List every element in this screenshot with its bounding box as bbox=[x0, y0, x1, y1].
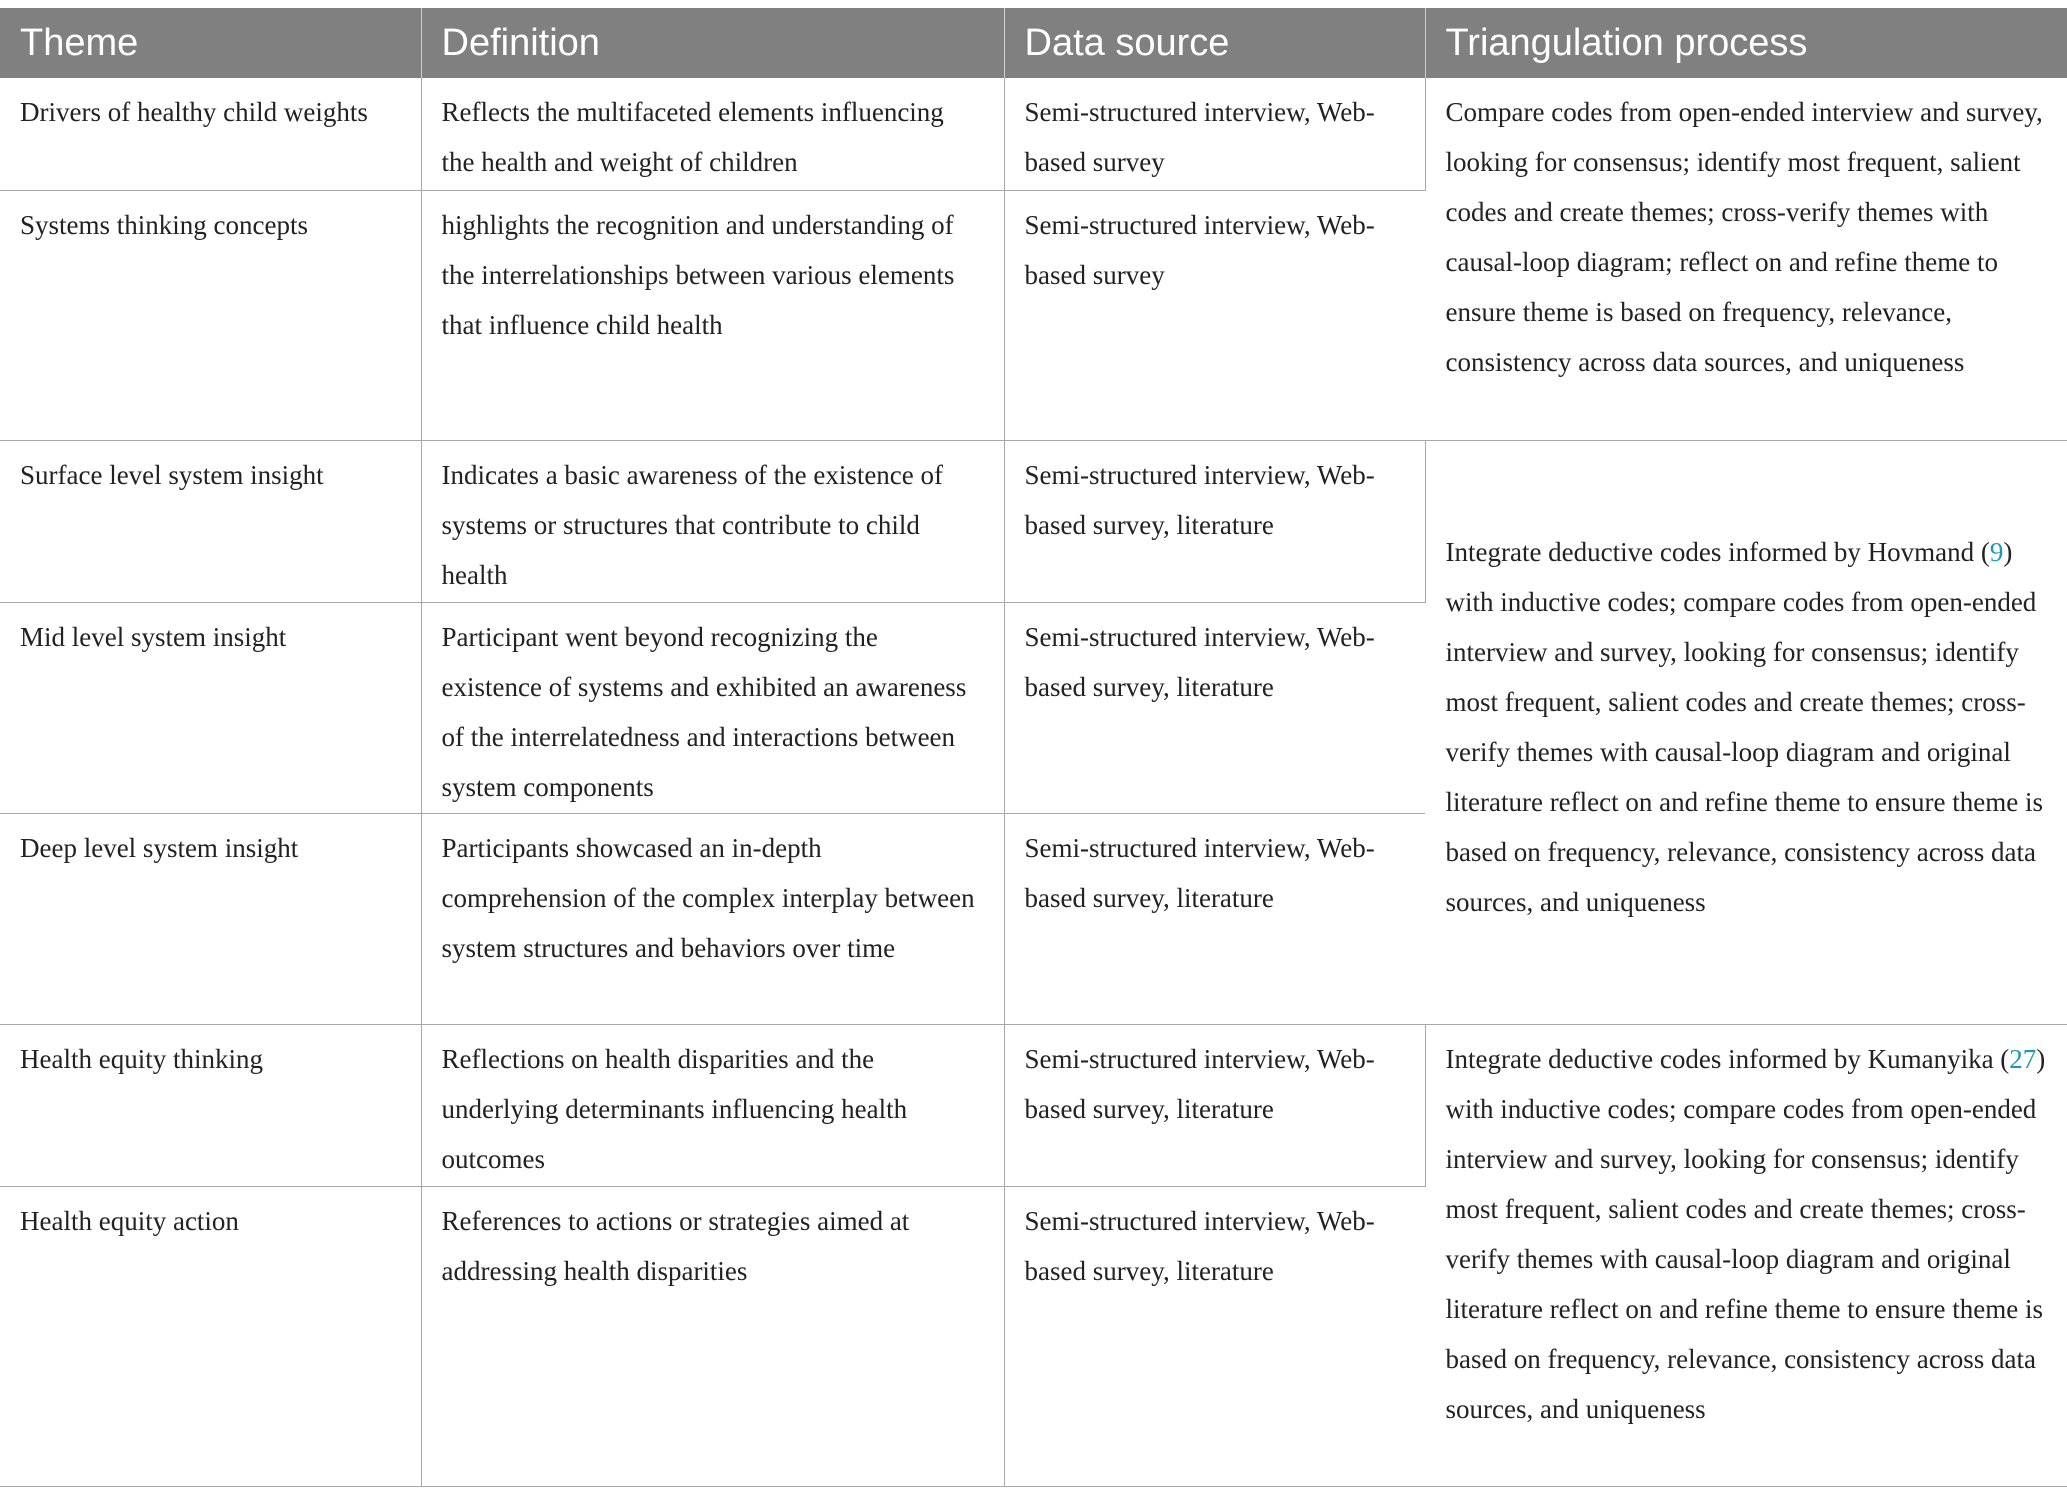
triangulation-text: Integrate deductive codes informed by Hovmand ( bbox=[1445, 536, 1990, 567]
data-source-cell: Semi-structured interview, Web-based survey, literature bbox=[1004, 440, 1425, 602]
data-source-cell: Semi-structured interview, Web-based survey, literature bbox=[1004, 1024, 1425, 1186]
table-row bbox=[0, 78, 2067, 190]
reference-link[interactable]: 9 bbox=[1989, 536, 2004, 567]
definition-cell: highlights the recognition and understanding of the interrelationships between various elements that influence child health bbox=[421, 190, 1004, 440]
header-definition: Definition bbox=[421, 8, 1004, 78]
header-row bbox=[0, 8, 2067, 78]
reference-link[interactable]: 27 bbox=[2009, 1043, 2037, 1074]
definition-cell: Participant went beyond recognizing the existence of systems and exhibited an awareness of the interrelatedness and interactions between system components bbox=[421, 602, 1004, 813]
theme-cell: Systems thinking concepts bbox=[0, 190, 421, 440]
header-data-source: Data source bbox=[1004, 8, 1425, 78]
data-source-cell: Semi-structured interview, Web-based survey, literature bbox=[1004, 813, 1425, 1024]
triangulation-text: Integrate deductive codes informed by Kumanyika ( bbox=[1445, 1043, 2010, 1074]
header-theme: Theme bbox=[0, 8, 421, 78]
definition-cell: Reflects the multifaceted elements influencing the health and weight of children bbox=[421, 78, 1004, 190]
theme-cell: Deep level system insight bbox=[0, 813, 421, 1024]
theme-cell: Mid level system insight bbox=[0, 602, 421, 813]
triangulation-text: ) with inductive codes; compare codes from open-ended interview and survey, looking for consensus; identify most frequent, salient codes and create themes; cross-verify themes with causal-loop diagram and original literature reflect on and refine theme to ensure theme is based on frequency, relevance, consistency across data sources, and uniqueness bbox=[1445, 1043, 2046, 1424]
definition-cell: References to actions or strategies aimed at addressing health disparities bbox=[421, 1186, 1004, 1486]
triangulation-cell bbox=[1425, 440, 2067, 1024]
data-source-cell: Semi-structured interview, Web-based survey bbox=[1004, 190, 1425, 440]
triangulation-text: ) with inductive codes; compare codes from open-ended interview and survey, looking for consensus; identify most frequent, salient codes and create themes; cross-verify themes with causal-loop diagram and original literature reflect on and refine theme to ensure theme is based on frequency, relevance, consistency across data sources, and uniqueness bbox=[1445, 536, 2043, 917]
definition-cell: Indicates a basic awareness of the existence of systems or structures that contribute to child health bbox=[421, 440, 1004, 602]
triangulation-cell bbox=[1425, 1024, 2067, 1486]
data-source-cell: Semi-structured interview, Web-based survey, literature bbox=[1004, 1186, 1425, 1486]
definition-cell: Reflections on health disparities and the underlying determinants influencing health outcomes bbox=[421, 1024, 1004, 1186]
theme-cell: Surface level system insight bbox=[0, 440, 421, 602]
theme-cell: Health equity thinking bbox=[0, 1024, 421, 1186]
table-row bbox=[0, 440, 2067, 602]
theme-cell: Drivers of healthy child weights bbox=[0, 78, 421, 190]
triangulation-cell: Compare codes from open-ended interview and survey, looking for consensus; identify most frequent, salient codes and create themes; cross-verify themes with causal-loop diagram; reflect on and refine theme to ensure theme is based on frequency, relevance, consistency across data sources, and uniqueness bbox=[1425, 78, 2067, 440]
themes-table bbox=[0, 8, 2067, 1487]
header-triangulation-process: Triangulation process bbox=[1425, 8, 2067, 78]
definition-cell: Participants showcased an in-depth comprehension of the complex interplay between system structures and behaviors over time bbox=[421, 813, 1004, 1024]
data-source-cell: Semi-structured interview, Web-based survey bbox=[1004, 78, 1425, 190]
theme-cell: Health equity action bbox=[0, 1186, 421, 1486]
data-source-cell: Semi-structured interview, Web-based survey, literature bbox=[1004, 602, 1425, 813]
table-row bbox=[0, 1024, 2067, 1186]
